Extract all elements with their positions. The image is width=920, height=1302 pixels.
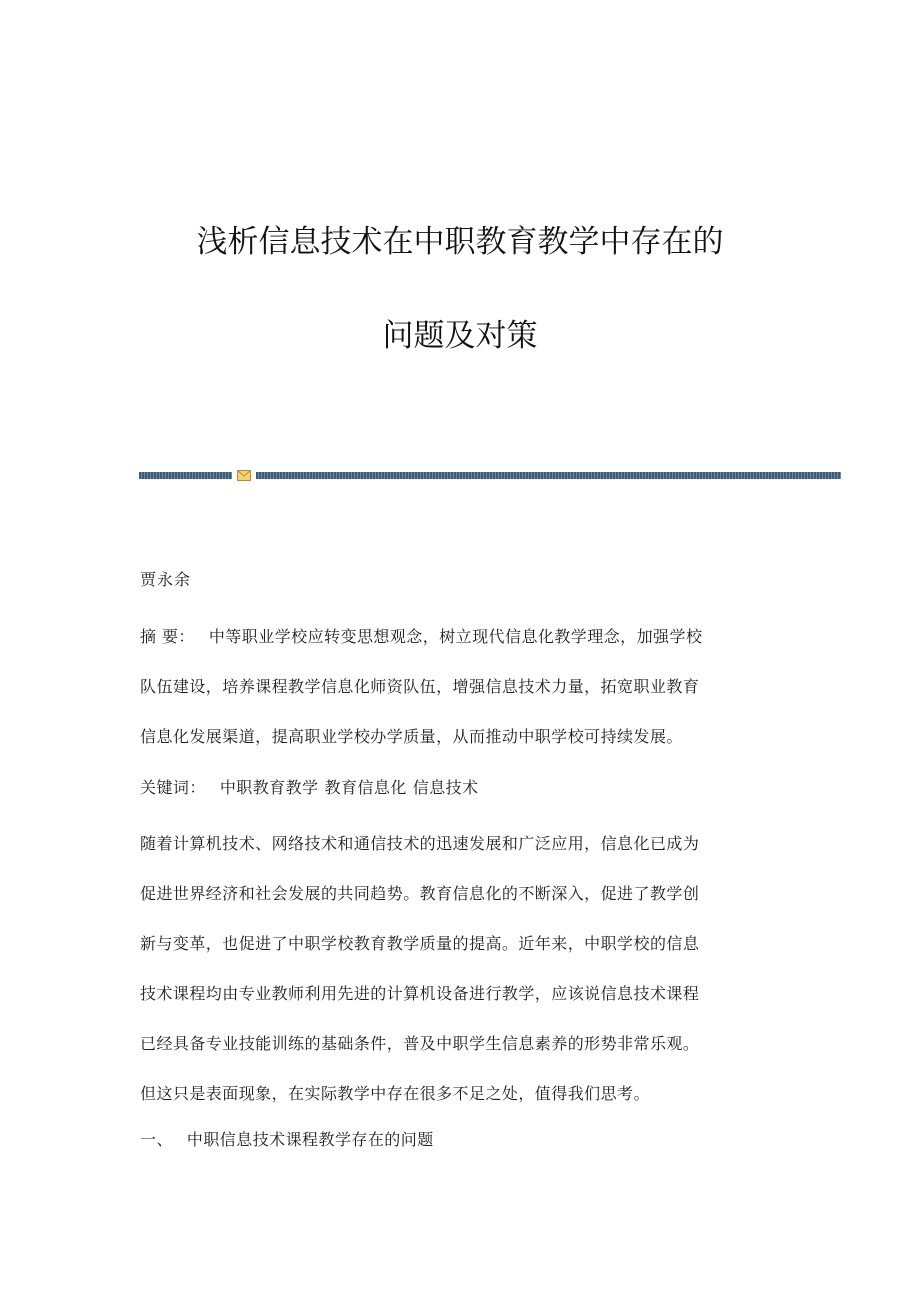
section-title: 中职信息技术课程教学存在的问题 — [186, 1130, 434, 1149]
keyword-item: 中职教育教学 — [219, 778, 319, 797]
author-name: 贾永余 — [140, 570, 192, 589]
title-divider — [139, 471, 841, 481]
keyword-item: 信息技术 — [412, 778, 479, 797]
body-text-line: 随着计算机技术、网络技术和通信技术的迅速发展和广泛应用，信息化已成为 — [140, 834, 700, 853]
keywords-label: 关键词： — [140, 778, 206, 797]
abstract-text-line: 信息化发展渠道，提高职业学校办学质量，从而推动中职学校可持续发展。 — [140, 727, 683, 746]
keyword-item: 教育信息化 — [324, 778, 407, 797]
keywords — [140, 778, 780, 798]
envelope-icon — [237, 470, 251, 481]
section-heading-line — [140, 1130, 780, 1150]
body-paragraph — [140, 834, 780, 1104]
body-text-line: 已经具备专业技能训练的基础条件，普及中职学生信息素养的形势非常乐观。 — [140, 1034, 700, 1053]
abstract-label: 摘 要： — [140, 627, 195, 646]
divider-bar-right — [256, 472, 841, 479]
body-text-line: 新与变革，也促进了中职学校教育教学质量的提高。近年来，中职学校的信息 — [140, 934, 700, 953]
body-text-line: 但这只是表面现象，在实际教学中存在很多不足之处，值得我们思考。 — [140, 1084, 650, 1103]
abstract-text-line: 中等职业学校应转变思想观念，树立现代信息化教学理念，加强学校 — [208, 627, 703, 646]
section-heading — [140, 1130, 780, 1150]
document-title-line-1: 浅析信息技术在中职教育教学中存在的 — [196, 224, 724, 260]
abstract-text-line: 队伍建设，培养课程教学信息化师资队伍，增强信息技术力量，拓宽职业教育 — [140, 677, 700, 696]
document-title-line-2: 问题及对策 — [382, 318, 538, 354]
divider-bar-left — [139, 472, 232, 479]
keywords-line — [140, 778, 780, 798]
body-text-line: 促进世界经济和社会发展的共同趋势。教育信息化的不断深入，促进了教学创 — [140, 884, 700, 903]
body-text-line: 技术课程均由专业教师利用先进的计算机设备进行教学，应该说信息技术课程 — [140, 984, 700, 1003]
abstract-line-1 — [140, 627, 780, 647]
abstract — [140, 627, 780, 747]
section-number: 一、 — [140, 1130, 173, 1149]
